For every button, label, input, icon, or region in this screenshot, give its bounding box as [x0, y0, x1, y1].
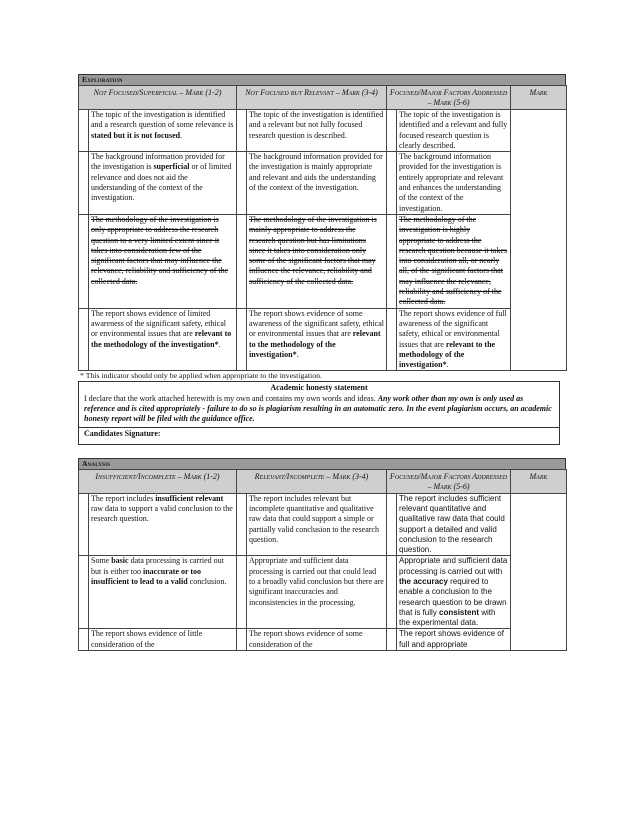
- analysis-r1-c1: The report includes insufficient relevant raw data to support a valid conclusion to the research question.: [89, 493, 237, 556]
- analysis-r2-c2: Appropriate and sufficient data processing is carried out that could lead to a broadly valid conclusion but there are significant inaccuracies and inconsistencies in the processing.: [247, 556, 387, 629]
- checkbox-cell[interactable]: [387, 556, 397, 629]
- checkbox-cell[interactable]: [79, 629, 89, 651]
- exploration-r1-c3: The topic of the investigation is identified and a relevant and fully focused research question is clearly described.: [397, 110, 511, 152]
- checkbox-cell[interactable]: [387, 629, 397, 651]
- academic-honesty-text: I declare that the work attached herewith is my own and contains my own words and ideas. Any work other than my own is only used as reference and is cited appropriately - failure to do so is plagiarism resulting in an automatic zero. In the event plagiarism occurs, an academic honesty report will be filed with the guidance office.: [84, 393, 552, 424]
- table-row: [79, 152, 567, 215]
- exploration-mark-cell[interactable]: [511, 110, 567, 371]
- exploration-r2-c2: The background information provided for the investigation is mainly appropriate and relevant and aids the understanding of the context of the investigation.: [247, 152, 387, 215]
- exploration-header-col3: Focused/Major Factors Addressed – Mark (5-6): [387, 86, 511, 110]
- table-row: [79, 110, 567, 152]
- checkbox-cell[interactable]: [237, 110, 247, 152]
- exploration-r4-c1: The report shows evidence of limited awareness of the significant safety, ethical or environmental issues that are relevant to the methodology of the investigation*.: [89, 308, 237, 371]
- exploration-r2-c1: The background information provided for the investigation is superficial or of limited relevance and does not aid the understanding of the context of the investigation.: [89, 152, 237, 215]
- checkbox-cell[interactable]: [79, 556, 89, 629]
- analysis-header-col1: Insufficient/Incomplete – Mark (1-2): [79, 469, 237, 493]
- analysis-mark-cell[interactable]: [511, 493, 567, 650]
- checkbox-cell[interactable]: [79, 110, 89, 152]
- signature-label: Candidates Signature:: [84, 428, 161, 438]
- checkbox-cell[interactable]: [79, 152, 89, 215]
- analysis-header-mark: Mark: [511, 469, 567, 493]
- table-row: [79, 629, 567, 651]
- exploration-table: [78, 85, 567, 371]
- checkbox-cell[interactable]: [387, 214, 397, 308]
- analysis-r1-c2: The report includes relevant but incomplete quantitative and qualitative raw data that could support a simple or partially valid conclusion to the research question.: [247, 493, 387, 556]
- checkbox-cell[interactable]: [387, 110, 397, 152]
- analysis-header-col2: Relevant/Incomplete – Mark (3-4): [237, 469, 387, 493]
- analysis-r3-c3: The report shows evidence of full and appropriate: [397, 629, 511, 651]
- checkbox-cell[interactable]: [237, 629, 247, 651]
- checkbox-cell[interactable]: [387, 152, 397, 215]
- table-row: [79, 493, 567, 556]
- exploration-r2-c3: The background information provided for the investigation is entirely appropriate and relevant and enhances the understanding of the context of the investigation.: [397, 152, 511, 215]
- checkbox-cell[interactable]: [79, 214, 89, 308]
- exploration-footnote: * This indicator should only be applied when appropriate to the investigation.: [80, 371, 322, 381]
- analysis-table: [78, 469, 567, 651]
- exploration-header-col2: Not Focused but Relevant – Mark (3-4): [237, 86, 387, 110]
- analysis-r3-c1: The report shows evidence of little consideration of the: [89, 629, 237, 651]
- analysis-r1-c3: The report includes sufficient relevant quantitative and qualitative raw data that could support a detailed and valid conclusion to the research question.: [397, 493, 511, 556]
- table-row: [79, 556, 567, 629]
- exploration-r1-c2: The topic of the investigation is identified and a relevant but not fully focused research question is described.: [247, 110, 387, 152]
- exploration-r4-c3: The report shows evidence of full awareness of the significant safety, ethical or environmental issues that are relevant to the methodology of the investigation*.: [397, 308, 511, 371]
- exploration-header-col1: Not Focused/Superficial – Mark (1-2): [79, 86, 237, 110]
- checkbox-cell[interactable]: [237, 308, 247, 371]
- exploration-section-title: Exploration: [78, 74, 566, 85]
- checkbox-cell[interactable]: [237, 493, 247, 556]
- table-row: [79, 308, 567, 371]
- signature-field[interactable]: [78, 428, 560, 445]
- analysis-r2-c1: Some basic data processing is carried out but is either too inaccurate or too insufficient to lead to a valid conclusion.: [89, 556, 237, 629]
- exploration-r3-c1: The methodology of the investigation is only appropriate to address the research question to a very limited extent since it takes into consideration few of the significant factors that may influence the relevance, reliability and sufficiency of the collected data.: [89, 214, 237, 308]
- exploration-r3-c2: The methodology of the investigation is mainly appropriate to address the research question but has limitations since it takes into consideration only some of the significant factors that may influence the relevance, reliability and sufficiency of the collected data.: [247, 214, 387, 308]
- analysis-header-col3: Focused/Major Factors Addressed – Mark (5-6): [387, 469, 511, 493]
- checkbox-cell[interactable]: [79, 493, 89, 556]
- analysis-r2-c3: Appropriate and sufficient data processing is carried out with the accuracy required to enable a conclusion to the research question to be drawn that is fully consistent with the experimental data.: [397, 556, 511, 629]
- checkbox-cell[interactable]: [237, 152, 247, 215]
- checkbox-cell[interactable]: [387, 308, 397, 371]
- exploration-header-mark: Mark: [511, 86, 567, 110]
- checkbox-cell[interactable]: [79, 308, 89, 371]
- academic-honesty-title: Academic honesty statement: [270, 383, 368, 393]
- exploration-r1-c1: The topic of the investigation is identified and a research question of some relevance is stated but it is not focused.: [89, 110, 237, 152]
- checkbox-cell[interactable]: [237, 556, 247, 629]
- checkbox-cell[interactable]: [237, 214, 247, 308]
- exploration-r4-c2: The report shows evidence of some awareness of the significant safety, ethical or environmental issues that are relevant to the methodology of the investigation*.: [247, 308, 387, 371]
- table-row: [79, 214, 567, 308]
- analysis-section-title: Analysis: [78, 458, 566, 469]
- exploration-r3-c3: The methodology of the investigation is highly appropriate to address the research question because it takes into consideration all, or nearly all, of the significant factors that may influence the relevance, reliability and sufficiency of the collected data.: [397, 214, 511, 308]
- academic-honesty-box: [78, 381, 560, 427]
- checkbox-cell[interactable]: [387, 493, 397, 556]
- rubric-page: [78, 74, 566, 651]
- analysis-r3-c2: The report shows evidence of some consideration of the: [247, 629, 387, 651]
